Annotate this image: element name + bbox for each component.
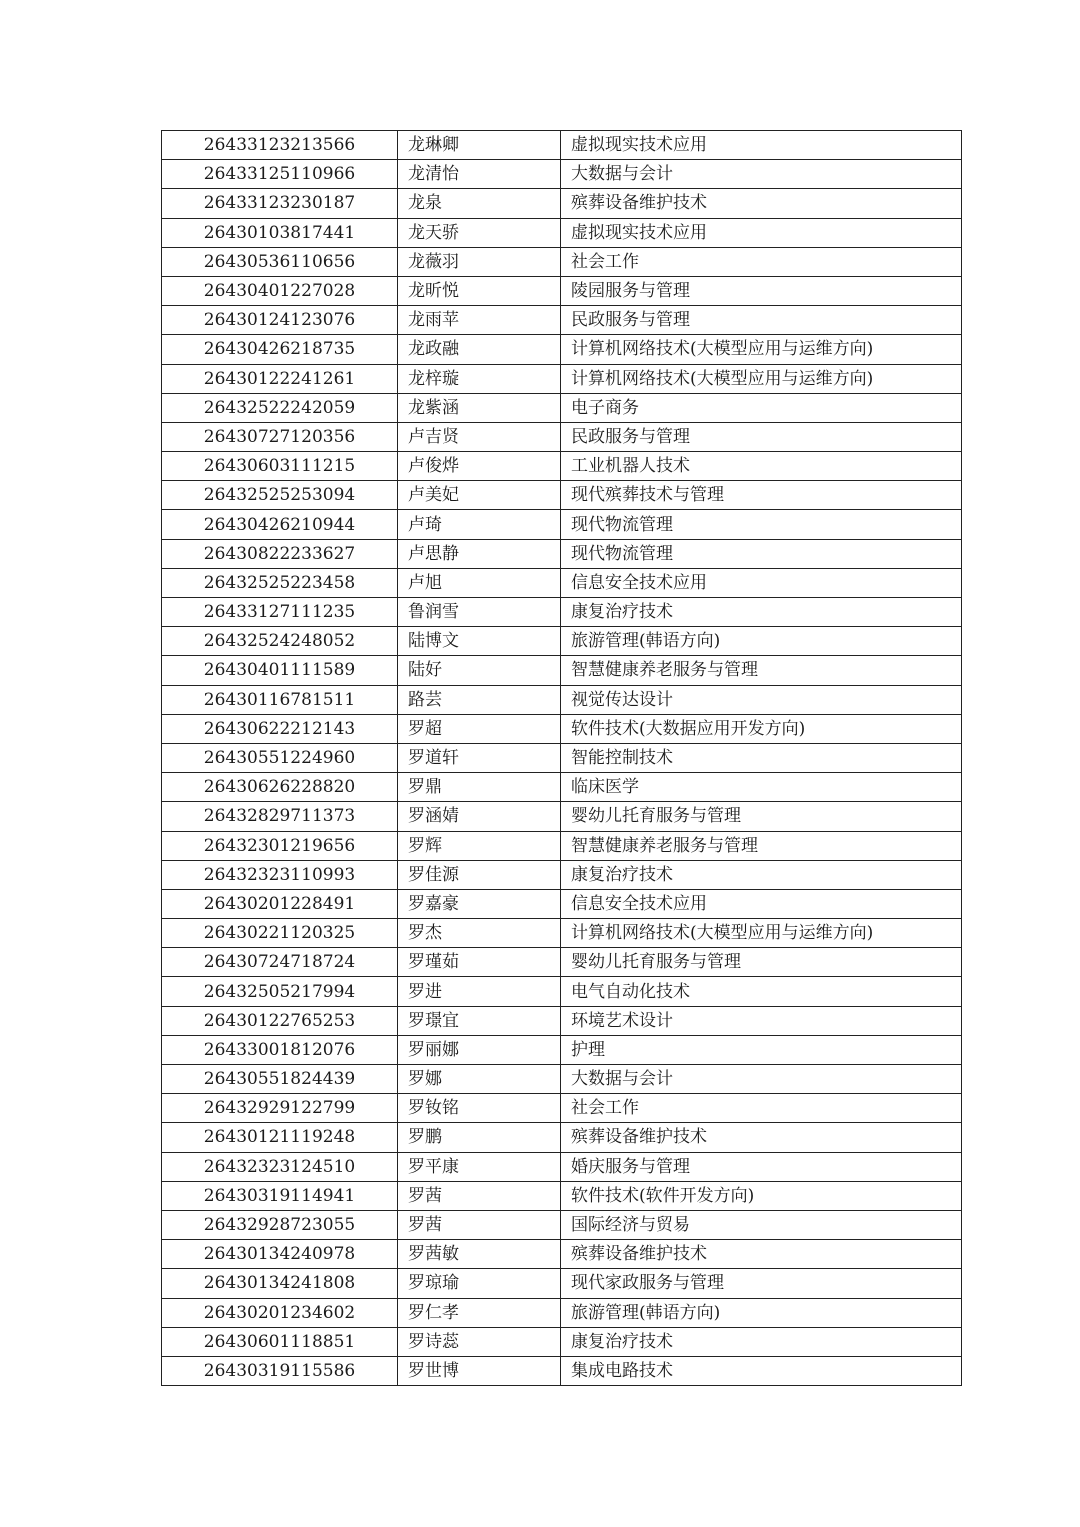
table-row [162,218,962,247]
major-cell: 智能控制技术 [561,743,962,772]
table-row [162,276,962,305]
table-row [162,1356,962,1385]
major-cell: 婴幼儿托育服务与管理 [561,802,962,831]
major-cell: 视觉传达设计 [561,685,962,714]
student-name-cell: 罗仁孝 [398,1298,561,1327]
table-row [162,977,962,1006]
table-row [162,1240,962,1269]
major-cell: 计算机网络技术(大模型应用与运维方向) [561,919,962,948]
candidate-number-cell: 26430626228820 [162,773,398,802]
major-cell: 社会工作 [561,1094,962,1123]
student-name-cell: 罗佳源 [398,860,561,889]
major-cell: 工业机器人技术 [561,452,962,481]
major-cell: 软件技术(大数据应用开发方向) [561,714,962,743]
student-name-cell: 罗璟宜 [398,1006,561,1035]
major-cell: 电子商务 [561,393,962,422]
candidate-number-cell: 26430536110656 [162,247,398,276]
table-row [162,510,962,539]
candidate-number-cell: 26433123230187 [162,189,398,218]
candidate-number-cell: 26432323124510 [162,1152,398,1181]
major-cell: 现代殡葬技术与管理 [561,481,962,510]
student-name-cell: 罗道轩 [398,743,561,772]
student-name-cell: 龙昕悦 [398,276,561,305]
candidate-number-cell: 26432524248052 [162,627,398,656]
table-row [162,714,962,743]
table-row [162,1269,962,1298]
table-row [162,422,962,451]
student-name-cell: 陆博文 [398,627,561,656]
candidate-number-cell: 26430116781511 [162,685,398,714]
candidate-number-cell: 26430822233627 [162,539,398,568]
table-row [162,247,962,276]
student-name-cell: 路芸 [398,685,561,714]
table-row [162,1210,962,1239]
major-cell: 软件技术(软件开发方向) [561,1181,962,1210]
table-row [162,1123,962,1152]
student-name-cell: 龙泉 [398,189,561,218]
student-name-cell: 罗钕铭 [398,1094,561,1123]
candidate-number-cell: 26432525253094 [162,481,398,510]
student-name-cell: 卢吉贤 [398,422,561,451]
candidate-number-cell: 26432829711373 [162,802,398,831]
candidate-number-cell: 26430201234602 [162,1298,398,1327]
candidate-number-cell: 26432323110993 [162,860,398,889]
candidate-number-cell: 26430121119248 [162,1123,398,1152]
candidate-number-cell: 26430724718724 [162,948,398,977]
table-row [162,481,962,510]
major-cell: 大数据与会计 [561,1065,962,1094]
candidate-number-cell: 26430601118851 [162,1327,398,1356]
major-cell: 计算机网络技术(大模型应用与运维方向) [561,364,962,393]
major-cell: 旅游管理(韩语方向) [561,1298,962,1327]
major-cell: 智慧健康养老服务与管理 [561,656,962,685]
student-name-cell: 卢思静 [398,539,561,568]
candidate-number-cell: 26430426218735 [162,335,398,364]
major-cell: 虚拟现实技术应用 [561,131,962,160]
admission-list-table [161,130,962,1386]
candidate-number-cell: 26430122765253 [162,1006,398,1035]
candidate-number-cell: 26430124123076 [162,306,398,335]
major-cell: 陵园服务与管理 [561,276,962,305]
major-cell: 婴幼儿托育服务与管理 [561,948,962,977]
major-cell: 殡葬设备维护技术 [561,1240,962,1269]
student-name-cell: 罗辉 [398,831,561,860]
table-row [162,1298,962,1327]
major-cell: 信息安全技术应用 [561,568,962,597]
student-name-cell: 罗平康 [398,1152,561,1181]
candidate-number-cell: 26430401111589 [162,656,398,685]
major-cell: 虚拟现实技术应用 [561,218,962,247]
student-name-cell: 龙天骄 [398,218,561,247]
candidate-number-cell: 26430221120325 [162,919,398,948]
table-row [162,656,962,685]
student-name-cell: 卢琦 [398,510,561,539]
table-row [162,335,962,364]
candidate-number-cell: 26432525223458 [162,568,398,597]
table-row [162,160,962,189]
student-name-cell: 罗瑾茹 [398,948,561,977]
student-name-cell: 罗进 [398,977,561,1006]
major-cell: 国际经济与贸易 [561,1210,962,1239]
major-cell: 集成电路技术 [561,1356,962,1385]
table-row [162,773,962,802]
table-row [162,189,962,218]
candidate-number-cell: 26430201228491 [162,889,398,918]
major-cell: 社会工作 [561,247,962,276]
major-cell: 计算机网络技术(大模型应用与运维方向) [561,335,962,364]
candidate-number-cell: 26430134241808 [162,1269,398,1298]
student-name-cell: 龙紫涵 [398,393,561,422]
candidate-number-cell: 26430551824439 [162,1065,398,1094]
table-row [162,306,962,335]
student-name-cell: 卢美妃 [398,481,561,510]
table-row [162,627,962,656]
student-name-cell: 罗琼瑜 [398,1269,561,1298]
candidate-number-cell: 26432505217994 [162,977,398,1006]
candidate-number-cell: 26430122241261 [162,364,398,393]
table-row [162,831,962,860]
major-cell: 民政服务与管理 [561,422,962,451]
major-cell: 环境艺术设计 [561,1006,962,1035]
student-name-cell: 卢旭 [398,568,561,597]
student-name-cell: 龙薇羽 [398,247,561,276]
major-cell: 康复治疗技术 [561,1327,962,1356]
candidate-number-cell: 26432301219656 [162,831,398,860]
table-row [162,1094,962,1123]
candidate-number-cell: 26433001812076 [162,1035,398,1064]
table-row [162,568,962,597]
table-row [162,393,962,422]
major-cell: 康复治疗技术 [561,598,962,627]
student-name-cell: 陆好 [398,656,561,685]
table-row [162,1181,962,1210]
table-row [162,889,962,918]
student-name-cell: 罗嘉豪 [398,889,561,918]
student-name-cell: 罗娜 [398,1065,561,1094]
major-cell: 现代家政服务与管理 [561,1269,962,1298]
candidate-number-cell: 26430319115586 [162,1356,398,1385]
major-cell: 信息安全技术应用 [561,889,962,918]
major-cell: 现代物流管理 [561,510,962,539]
major-cell: 旅游管理(韩语方向) [561,627,962,656]
student-name-cell: 龙政融 [398,335,561,364]
table-row [162,948,962,977]
major-cell: 殡葬设备维护技术 [561,189,962,218]
table-row [162,598,962,627]
table-row [162,364,962,393]
table-row [162,802,962,831]
student-name-cell: 罗丽娜 [398,1035,561,1064]
candidate-number-cell: 26430603111215 [162,452,398,481]
major-cell: 康复治疗技术 [561,860,962,889]
student-name-cell: 卢俊烨 [398,452,561,481]
table-row [162,685,962,714]
student-name-cell: 罗鼎 [398,773,561,802]
candidate-number-cell: 26430401227028 [162,276,398,305]
student-name-cell: 龙梓璇 [398,364,561,393]
candidate-number-cell: 26430551224960 [162,743,398,772]
student-name-cell: 龙清怡 [398,160,561,189]
student-name-cell: 鲁润雪 [398,598,561,627]
candidate-number-cell: 26433127111235 [162,598,398,627]
student-name-cell: 罗茜 [398,1181,561,1210]
student-name-cell: 罗茜敏 [398,1240,561,1269]
major-cell: 现代物流管理 [561,539,962,568]
candidate-number-cell: 26432928723055 [162,1210,398,1239]
major-cell: 民政服务与管理 [561,306,962,335]
major-cell: 智慧健康养老服务与管理 [561,831,962,860]
table-body [162,131,962,1386]
candidate-number-cell: 26430426210944 [162,510,398,539]
candidate-number-cell: 26430727120356 [162,422,398,451]
table-row [162,1035,962,1064]
major-cell: 殡葬设备维护技术 [561,1123,962,1152]
student-name-cell: 罗诗蕊 [398,1327,561,1356]
major-cell: 临床医学 [561,773,962,802]
table-row [162,860,962,889]
candidate-number-cell: 26433125110966 [162,160,398,189]
table-row [162,1327,962,1356]
candidate-number-cell: 26430103817441 [162,218,398,247]
major-cell: 护理 [561,1035,962,1064]
student-name-cell: 罗超 [398,714,561,743]
candidate-number-cell: 26432522242059 [162,393,398,422]
table-row [162,452,962,481]
student-name-cell: 龙雨苹 [398,306,561,335]
candidate-number-cell: 26430622212143 [162,714,398,743]
table-row [162,1006,962,1035]
table-row [162,539,962,568]
student-name-cell: 罗涵婧 [398,802,561,831]
candidate-number-cell: 26432929122799 [162,1094,398,1123]
student-name-cell: 罗茜 [398,1210,561,1239]
table-row [162,919,962,948]
table-row [162,131,962,160]
major-cell: 大数据与会计 [561,160,962,189]
student-name-cell: 龙琳卿 [398,131,561,160]
table-row [162,1065,962,1094]
candidate-number-cell: 26430134240978 [162,1240,398,1269]
student-name-cell: 罗世博 [398,1356,561,1385]
table-row [162,1152,962,1181]
candidate-number-cell: 26430319114941 [162,1181,398,1210]
student-name-cell: 罗鹏 [398,1123,561,1152]
major-cell: 电气自动化技术 [561,977,962,1006]
candidate-number-cell: 26433123213566 [162,131,398,160]
student-name-cell: 罗杰 [398,919,561,948]
major-cell: 婚庆服务与管理 [561,1152,962,1181]
table-row [162,743,962,772]
